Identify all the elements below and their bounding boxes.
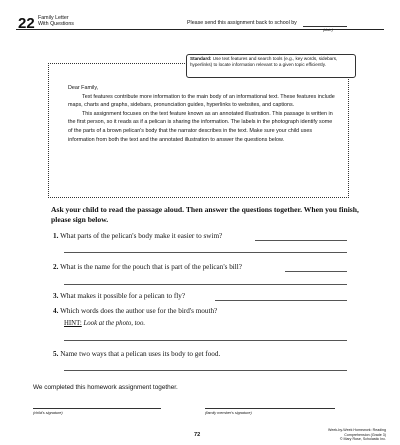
- completed-statement: We completed this homework assignment together.: [33, 384, 178, 391]
- instruction-text: Ask your child to read the passage aloud. Then answer the questions together. When you finish, please sign below.: [51, 205, 359, 224]
- question-4-number: 4.: [53, 307, 59, 315]
- answer-line[interactable]: [64, 252, 347, 253]
- standard-box: [186, 54, 356, 78]
- question-2-number: 2.: [53, 263, 59, 271]
- answer-line[interactable]: [215, 300, 347, 301]
- letter-paragraph-2: This assignment focuses on the text feature known as an annotated illustration. This passage is written in the first person, so it reads as if a pelican is sharing the information. The labels in the photograph identify some of the parts of a brown pelican's body that the narrator describes in the text. Make sure your child uses information from both the text and the annotated illustration to answer the questions below.: [68, 110, 333, 143]
- answer-line[interactable]: [255, 240, 347, 241]
- date-line[interactable]: [303, 26, 347, 27]
- page-number: 72: [194, 432, 201, 438]
- question-1-number: 1.: [53, 232, 59, 240]
- family-letter: [68, 84, 338, 144]
- question-5-text: Name two ways that a pelican uses its body to get food.: [60, 350, 221, 358]
- question-3: [53, 292, 185, 300]
- header-title: [38, 15, 74, 28]
- send-back-text: Please send this assignment back to school by: [187, 20, 297, 26]
- question-4-text: Which words does the author use for the bird's mouth?: [60, 307, 218, 315]
- standard-label: Standard:: [190, 56, 212, 61]
- question-5: [53, 350, 220, 358]
- question-4: [53, 307, 217, 315]
- copyright-line-2: © Mary Rose, Scholastic Inc.: [339, 437, 386, 442]
- header-title-line2: With Questions: [38, 21, 74, 28]
- answer-line[interactable]: [64, 340, 347, 341]
- header-title-line1: Family Letter: [38, 15, 69, 21]
- question-5-number: 5.: [53, 350, 59, 358]
- family-signature-label: (family member's signature): [205, 411, 252, 415]
- question-1: [53, 232, 222, 240]
- question-3-text: What makes it possible for a pelican to fly?: [60, 292, 186, 300]
- hint-text: Look at the photo, too.: [83, 320, 146, 327]
- hint-label: HINT:: [64, 320, 82, 327]
- date-label: (date): [323, 28, 333, 32]
- answer-line[interactable]: [285, 271, 347, 272]
- copyright: [304, 428, 386, 442]
- standard-text: Use text features and search tools (e.g., key words, sidebars, hyperlinks) to locate information relevant to a given topic efficiently.: [190, 56, 338, 67]
- lesson-number: 22: [18, 15, 35, 32]
- letter-greeting: Dear Family,: [68, 85, 99, 91]
- copyright-line-1: Week-by-Week Homework: Reading Comprehension (Grade 3): [328, 428, 386, 437]
- answer-line[interactable]: [64, 370, 347, 371]
- question-4-hint: [64, 320, 145, 327]
- family-signature-line[interactable]: [205, 408, 335, 409]
- child-signature-label: (child's signature): [33, 411, 63, 415]
- question-3-number: 3.: [53, 292, 59, 300]
- question-2: [53, 263, 242, 271]
- question-1-text: What parts of the pelican's body make it easier to swim?: [60, 232, 223, 240]
- answer-line[interactable]: [64, 284, 347, 285]
- question-2-text: What is the name for the pouch that is part of the pelican's bill?: [60, 263, 242, 271]
- child-signature-line[interactable]: [33, 408, 161, 409]
- letter-paragraph-1: Text features contribute more information to the main body of an informational text. These features include maps, charts and graphs, sidebars, pronunciation guides, hyperlinks to websites, and captions.: [68, 93, 335, 109]
